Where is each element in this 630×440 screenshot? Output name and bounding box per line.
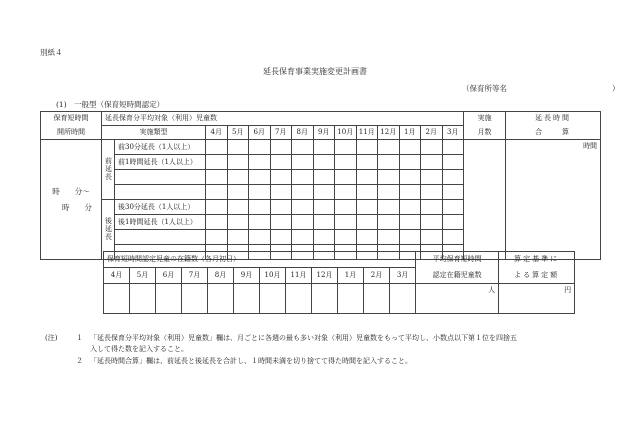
time-from: 時 分～ — [52, 186, 90, 196]
month-cell: 6月 — [156, 268, 182, 284]
month-cell: 7月 — [182, 268, 208, 284]
count-cell[interactable] — [335, 200, 357, 215]
month-cell: 12月 — [312, 268, 338, 284]
section-heading: (1) 一般型（保育短時間認定） — [56, 100, 165, 109]
count-cell[interactable] — [292, 140, 314, 155]
count-cell[interactable] — [313, 155, 335, 170]
count-cell[interactable] — [313, 140, 335, 155]
count-cell[interactable] — [270, 230, 292, 245]
enrolled-header: 保育短時間認定児童の在籍数（各月初日） — [104, 252, 416, 268]
count-cell[interactable] — [442, 170, 464, 185]
count-cell[interactable] — [227, 230, 249, 245]
month-cell: 11月 — [286, 268, 312, 284]
type-row-label[interactable] — [115, 230, 206, 245]
type-header: 実施類型 — [102, 126, 206, 140]
month-cell: 1月 — [338, 268, 364, 284]
count-cell[interactable] — [421, 170, 443, 185]
count-cell[interactable] — [378, 200, 400, 215]
count-cell[interactable] — [313, 230, 335, 245]
avg-unit: 人 — [488, 286, 496, 294]
count-cell[interactable] — [206, 185, 228, 200]
count-cell[interactable] — [399, 215, 421, 230]
days-cell[interactable] — [464, 140, 506, 260]
hours-unit: 時間 — [583, 142, 598, 150]
month-cell: 9月 — [313, 126, 335, 140]
count-cell[interactable] — [356, 155, 378, 170]
count-cell[interactable] — [399, 140, 421, 155]
month-cell: 8月 — [292, 126, 314, 140]
avg-children-header: 延長保育分平均対象（利用）児童数 — [102, 112, 464, 126]
count-cell[interactable] — [206, 215, 228, 230]
enrolled-cell[interactable] — [182, 284, 208, 314]
count-cell[interactable] — [335, 140, 357, 155]
count-cell[interactable] — [442, 215, 464, 230]
count-cell[interactable] — [206, 155, 228, 170]
month-cell: 4月 — [104, 268, 130, 284]
count-cell[interactable] — [442, 155, 464, 170]
count-cell[interactable] — [378, 170, 400, 185]
count-cell[interactable] — [399, 170, 421, 185]
count-cell[interactable] — [399, 185, 421, 200]
count-cell[interactable] — [335, 155, 357, 170]
count-cell[interactable] — [442, 230, 464, 245]
count-cell[interactable] — [227, 200, 249, 215]
count-cell[interactable] — [313, 200, 335, 215]
enrolled-cell[interactable] — [390, 284, 416, 314]
month-cell: 3月 — [442, 126, 464, 140]
count-cell[interactable] — [292, 230, 314, 245]
count-cell[interactable] — [270, 170, 292, 185]
count-cell[interactable] — [227, 140, 249, 155]
count-cell[interactable] — [356, 140, 378, 155]
month-cell: 1月 — [399, 126, 421, 140]
count-cell[interactable] — [206, 200, 228, 215]
month-cell: 9月 — [234, 268, 260, 284]
count-cell[interactable] — [313, 185, 335, 200]
count-cell[interactable] — [356, 170, 378, 185]
count-cell[interactable] — [313, 170, 335, 185]
before-extension-label: 前延長 — [104, 156, 113, 181]
count-cell[interactable] — [206, 170, 228, 185]
avg-enrolled-cell[interactable] — [416, 284, 499, 314]
count-cell[interactable] — [313, 215, 335, 230]
count-cell[interactable] — [356, 215, 378, 230]
days-header: 実施 — [464, 112, 506, 126]
notes-label: (注) — [45, 334, 58, 342]
count-cell[interactable] — [378, 185, 400, 200]
count-cell[interactable] — [292, 155, 314, 170]
annex-label: 別紙４ — [40, 48, 63, 57]
count-cell[interactable] — [421, 140, 443, 155]
calc-unit: 円 — [564, 286, 572, 294]
count-cell[interactable] — [249, 185, 271, 200]
type-row-label: 後30分延長（1人以上） — [115, 200, 206, 215]
count-cell[interactable] — [378, 140, 400, 155]
count-cell[interactable] — [206, 230, 228, 245]
open-hours-header-2: 開所時間 — [41, 126, 102, 140]
note-1-text-cont: 入して得た数を記入すること。 — [90, 345, 188, 353]
enrolled-cell[interactable] — [156, 284, 182, 314]
document-title: 延長保育事業実施変更計画書 — [263, 67, 367, 76]
type-row-label[interactable] — [115, 185, 206, 200]
count-cell[interactable] — [227, 170, 249, 185]
month-cell: 2月 — [421, 126, 443, 140]
count-cell[interactable] — [227, 185, 249, 200]
count-cell[interactable] — [442, 185, 464, 200]
count-cell[interactable] — [206, 140, 228, 155]
enrolled-cell[interactable] — [104, 284, 130, 314]
type-row-label[interactable] — [115, 170, 206, 185]
after-extension-label: 後延長 — [104, 216, 113, 241]
month-cell: 2月 — [364, 268, 390, 284]
month-cell: 6月 — [249, 126, 271, 140]
count-cell[interactable] — [399, 230, 421, 245]
count-cell[interactable] — [442, 200, 464, 215]
count-cell[interactable] — [227, 215, 249, 230]
month-cell: 10月 — [335, 126, 357, 140]
count-cell[interactable] — [249, 170, 271, 185]
avg-enrolled-header-2: 認定在籍児童数 — [416, 268, 499, 284]
enrolled-cell[interactable] — [338, 284, 364, 314]
count-cell[interactable] — [249, 200, 271, 215]
month-cell: 3月 — [390, 268, 416, 284]
enrolled-cell[interactable] — [234, 284, 260, 314]
count-cell[interactable] — [270, 200, 292, 215]
count-cell[interactable] — [356, 200, 378, 215]
enrolled-cell[interactable] — [260, 284, 286, 314]
facility-name: （保育所等名 ） — [462, 84, 620, 93]
open-hours-header: 保育短時間 — [41, 112, 102, 126]
enrolled-cell[interactable] — [312, 284, 338, 314]
count-cell[interactable] — [292, 185, 314, 200]
enrolled-cell[interactable] — [130, 284, 156, 314]
extended-care-table — [40, 111, 601, 260]
enrolled-cell[interactable] — [286, 284, 312, 314]
note-1-text: 「延長保育分平均対象（利用）児童数」欄は、月ごとに各週の最も多い対象（利用）児童数をもって平均し、小数点以下第１位を四捨五 — [90, 334, 517, 342]
count-cell[interactable] — [421, 215, 443, 230]
count-cell[interactable] — [399, 155, 421, 170]
before-extension-group — [102, 140, 115, 200]
month-cell: 7月 — [270, 126, 292, 140]
enrollment-table — [103, 251, 575, 314]
hours-header-2: 合 算 — [506, 126, 601, 140]
note-2-text: 「延長時間合算」欄は、前延長と後延長を合計し、１時間未満を切り捨てて得た時間を記入すること。 — [90, 357, 412, 365]
count-cell[interactable] — [335, 185, 357, 200]
count-cell[interactable] — [249, 155, 271, 170]
count-cell[interactable] — [421, 185, 443, 200]
calc-amount-cell[interactable] — [499, 284, 575, 314]
count-cell[interactable] — [292, 170, 314, 185]
count-cell[interactable] — [227, 155, 249, 170]
count-cell[interactable] — [421, 155, 443, 170]
hours-header: 延長時間 — [506, 112, 601, 126]
count-cell[interactable] — [356, 230, 378, 245]
count-cell[interactable] — [378, 215, 400, 230]
month-cell: 5月 — [227, 126, 249, 140]
count-cell[interactable] — [270, 185, 292, 200]
time-to: 時 分 — [62, 202, 92, 212]
type-row-label: 後1時間延長（1人以上） — [115, 215, 206, 230]
count-cell[interactable] — [249, 230, 271, 245]
hours-total-cell[interactable] — [506, 140, 601, 260]
note-1-number: １ — [76, 334, 83, 342]
days-header-2: 月数 — [464, 126, 506, 140]
month-cell: 5月 — [130, 268, 156, 284]
count-cell[interactable] — [442, 140, 464, 155]
note-2-number: ２ — [76, 357, 83, 365]
count-cell[interactable] — [292, 200, 314, 215]
count-cell[interactable] — [270, 155, 292, 170]
open-hours-cell[interactable] — [41, 140, 102, 260]
month-cell: 10月 — [260, 268, 286, 284]
calc-header-2: よる算定額 — [499, 268, 575, 284]
count-cell[interactable] — [249, 140, 271, 155]
month-cell: 11月 — [356, 126, 378, 140]
count-cell[interactable] — [292, 215, 314, 230]
month-cell: 4月 — [206, 126, 228, 140]
count-cell[interactable] — [335, 230, 357, 245]
count-cell[interactable] — [421, 230, 443, 245]
type-row-label: 前1時間延長（1人以上） — [115, 155, 206, 170]
count-cell[interactable] — [335, 170, 357, 185]
count-cell[interactable] — [270, 215, 292, 230]
count-cell[interactable] — [335, 215, 357, 230]
type-row-label: 前30分延長（1人以上） — [115, 140, 206, 155]
month-cell: 12月 — [378, 126, 400, 140]
count-cell[interactable] — [378, 230, 400, 245]
enrolled-cell[interactable] — [208, 284, 234, 314]
count-cell[interactable] — [399, 200, 421, 215]
calc-header: 算定基準に — [499, 252, 575, 268]
count-cell[interactable] — [270, 140, 292, 155]
month-cell: 8月 — [208, 268, 234, 284]
enrolled-cell[interactable] — [364, 284, 390, 314]
avg-enrolled-header: 平均保育短時間 — [416, 252, 499, 268]
count-cell[interactable] — [249, 215, 271, 230]
count-cell[interactable] — [356, 185, 378, 200]
count-cell[interactable] — [378, 155, 400, 170]
count-cell[interactable] — [421, 200, 443, 215]
